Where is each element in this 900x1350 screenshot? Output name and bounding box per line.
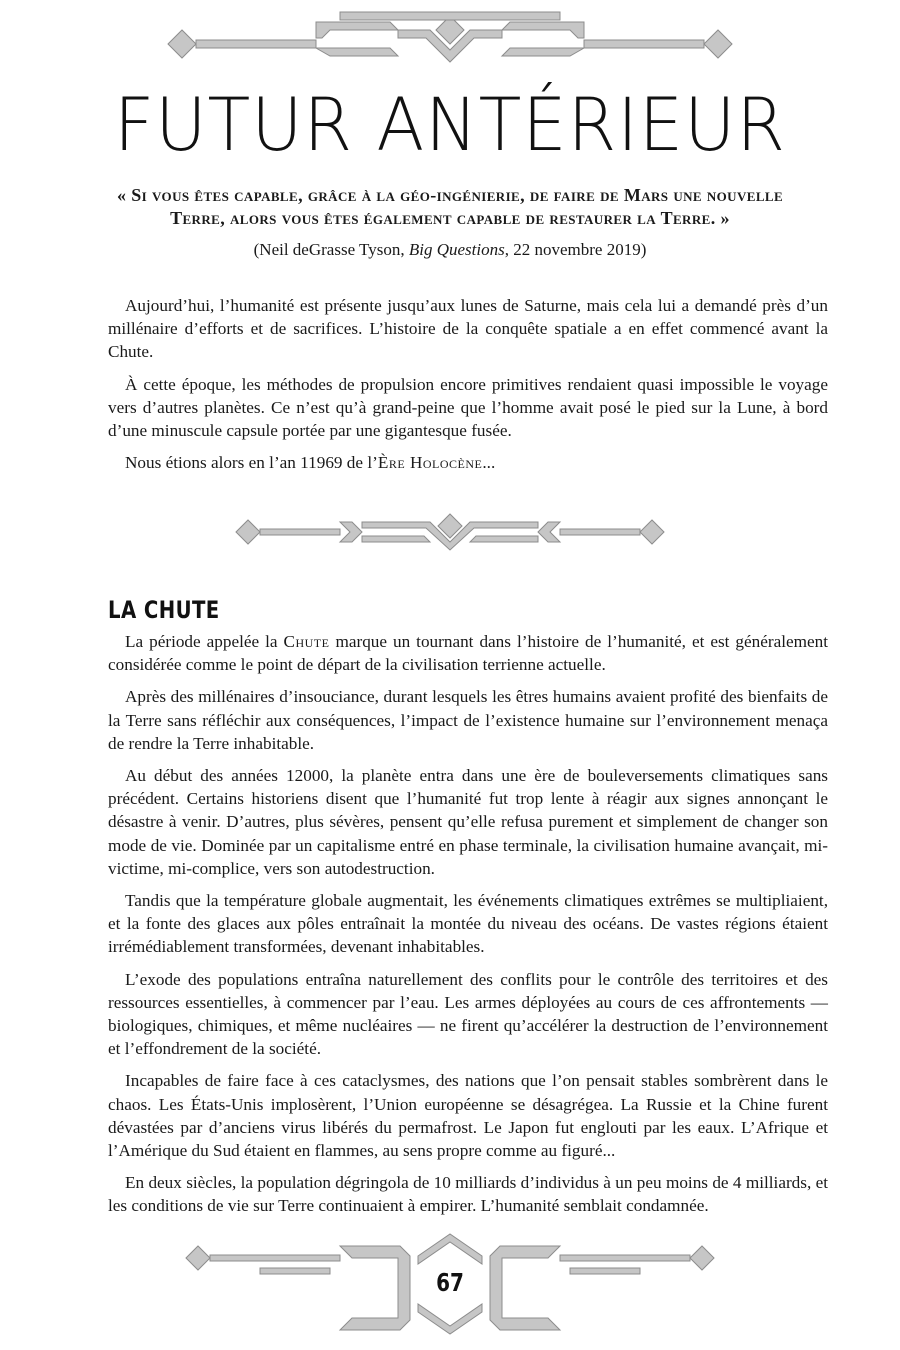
section-paragraph-4: Tandis que la température globale augmentait, les événements climatiques extrêmes se multipliaient, et la fonte des glaces aux pôles entraînait la montée du niveau des océans. De vastes régions étaient irrémédiablement transformées, devenant inhabitables.: [108, 891, 828, 957]
header-ornament-icon: [0, 8, 900, 78]
section-paragraph-1-end: marque un tournant dans l’histoire de l’humanité, et est généralement considérée comme le point de départ de la civilisation terrienne actuelle.: [108, 632, 828, 675]
holocene-term: Ère Holocène: [377, 453, 483, 473]
epigraph-source-work: Big Questions: [408, 240, 505, 259]
intro-paragraph-1: Aujourd’hui, l’humanité est présente jusqu’aux lunes de Saturne, mais cela lui a demandé près d’un millénaire d’efforts et de sacrifices. L’histoire de la conquête spatiale a en effet commencé avant la Chute.: [108, 296, 828, 362]
epigraph-quote: « Si vous êtes capable, grâce à la géo-ingénierie, de faire de Mars une nouvelle Terre, alors vous êtes également capable de restaurer la Terre. »: [116, 185, 784, 228]
epigraph-source-suffix: , 22 novembre 2019): [504, 240, 647, 259]
section-paragraph-1: [108, 630, 828, 676]
intro-text: [108, 294, 828, 483]
intro-paragraph-3-end: ...: [482, 453, 496, 473]
epigraph-source-prefix: (Neil deGrasse Tyson,: [253, 240, 409, 259]
section-paragraph-5: L’exode des populations entraîna naturellement des conflits pour le contrôle des territoires et des ressources essentielles, à commencer par l’eau. Les armes déployées au cours de ces affrontements — biologiques, chimiques, et même nucléaires — ne firent qu’accélérer la destruction de l’environnement et l’effondrement de la société.: [108, 969, 828, 1059]
section-paragraph-2: Après des millénaires d’insouciance, durant lesquels les êtres humains avaient profité des bienfaits de la Terre sans réfléchir aux conséquences, l’impact de l’existence humaine sur l’environnement menaça de rendre la Terre inhabitable.: [108, 687, 828, 753]
intro-paragraph-3-text: Nous étions alors en l’an 11969 de l’: [125, 453, 378, 473]
epigraph: [100, 184, 800, 262]
section-paragraph-1-start: La période appelée la: [125, 632, 284, 651]
chapter-title: FUTUR ANTÉRIEUR: [113, 81, 786, 169]
section-la-chute: [108, 596, 828, 1227]
epigraph-source: [100, 238, 800, 262]
divider-ornament-icon: [0, 512, 900, 552]
chute-term: Chute: [283, 632, 330, 651]
intro-paragraph-2: À cette époque, les méthodes de propulsion encore primitives rendaient quasi impossible le voyage vers d’autres planètes. Ce n’est qu’à grand-peine que l’homme avait posé le pied sur la Lune, à bord d’une minuscule capsule portée par une gigantesque fusée.: [108, 374, 828, 441]
section-paragraph-6: Incapables de faire face à ces cataclysmes, des nations que l’on pensait stables sombrèrent dans le chaos. Les États-Unis implosèrent, l’Union européenne se désagrégea. La Russie et la Chine furent dévastées par d’anciens virus libérés du permafrost. Le Japon fut englouti par les eaux. L’Afrique et l’Amérique du Sud étaient en flammes, au sens propre comme au figuré...: [108, 1071, 828, 1161]
section-heading: LA CHUTE: [108, 596, 220, 624]
section-paragraph-7: En deux siècles, la population dégringola de 10 milliards d’individus à un peu moins de 4 milliards, et les conditions de vie sur Terre continuaient à empirer. L’humanité semblait condamnée.: [108, 1173, 828, 1216]
section-paragraph-3: Au début des années 12000, la planète entra dans une ère de bouleversements climatiques sans précédent. Certains historiens disent que l’humanité fut trop lente à réagir aux signes annonçant le désastre à venir. D’autres, plus sévères, pensent qu’elle refusa purement et simplement de changer son mode de vie. Dominée par un capitalisme entré en phase terminale, la civilisation humaine avançait, mi-victime, mi-complice, vers son autodestruction.: [108, 766, 828, 878]
page-number: 67: [436, 1268, 464, 1297]
intro-paragraph-3: [108, 451, 828, 474]
